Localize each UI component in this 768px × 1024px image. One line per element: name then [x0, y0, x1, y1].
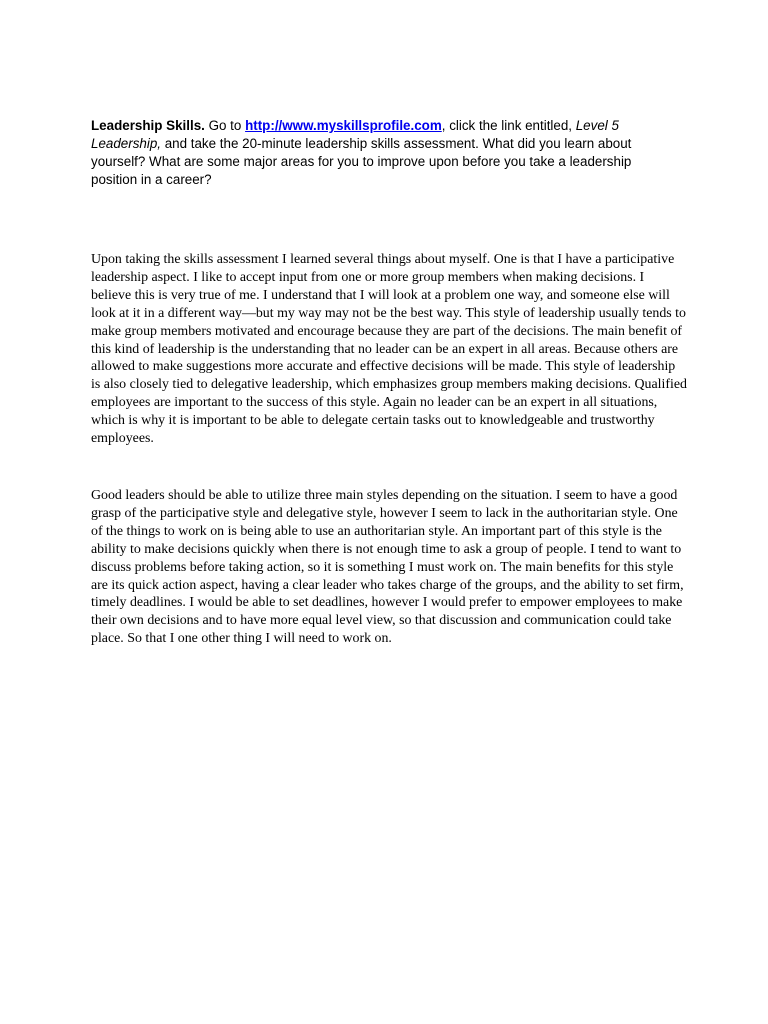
- prompt-rest: and take the 20-minute leadership skills assessment. What did you learn about yourself? What are some major areas for you to improve upon before you take a leadership position in a career?: [91, 136, 632, 187]
- myskillsprofile-link[interactable]: http://www.myskillsprofile.com: [245, 118, 442, 133]
- prompt-heading: Leadership Skills.: [91, 118, 205, 133]
- assignment-prompt: [91, 117, 661, 189]
- response-paragraph-1: Upon taking the skills assessment I learned several things about myself. One is that I have a participative leadership aspect. I like to accept input from one or more group members when making decisions. I believe this is very true of me. I understand that I will look at a problem one way, and someone else will look at it in a different way—but my way may not be the best way. This style of leadership usually tends to make group members motivated and encourage because they are part of the decisions. The main benefit of this kind of leadership is the understanding that no leader can be an expert in all areas. Because others are allowed to make suggestions more accurate and effective decisions will be made. This style of leadership is also closely tied to delegative leadership, which emphasizes group members making decisions. Qualified employees are important to the success of this style. Again no leader can be an expert in all situations, which is why it is important to be able to delegate certain tasks out to knowledgeable and trustworthy employees.: [91, 252, 687, 447]
- prompt-after-link: , click the link entitled,: [441, 118, 576, 133]
- prompt-go-to: Go to: [204, 118, 246, 133]
- response-paragraph-2: Good leaders should be able to utilize three main styles depending on the situation. I seem to have a good grasp of the participative style and delegative style, however I seem to lack in the authoritarian style. One of the things to work on is being able to use an authoritarian style. An important part of this style is the ability to make decisions quickly when there is not enough time to ask a group of people. I tend to want to discuss problems before taking action, so it is something I must work on. The main benefits for this style are its quick action aspect, having a clear leader who takes charge of the groups, and the ability to set firm, timely deadlines. I would be able to set deadlines, however I would prefer to empower employees to make their own decisions and to have more equal level view, so that discussion and communication could take place. So that I one other thing I will need to work on.: [91, 488, 684, 647]
- prompt-link-title: Level 5 Leadership,: [91, 118, 619, 151]
